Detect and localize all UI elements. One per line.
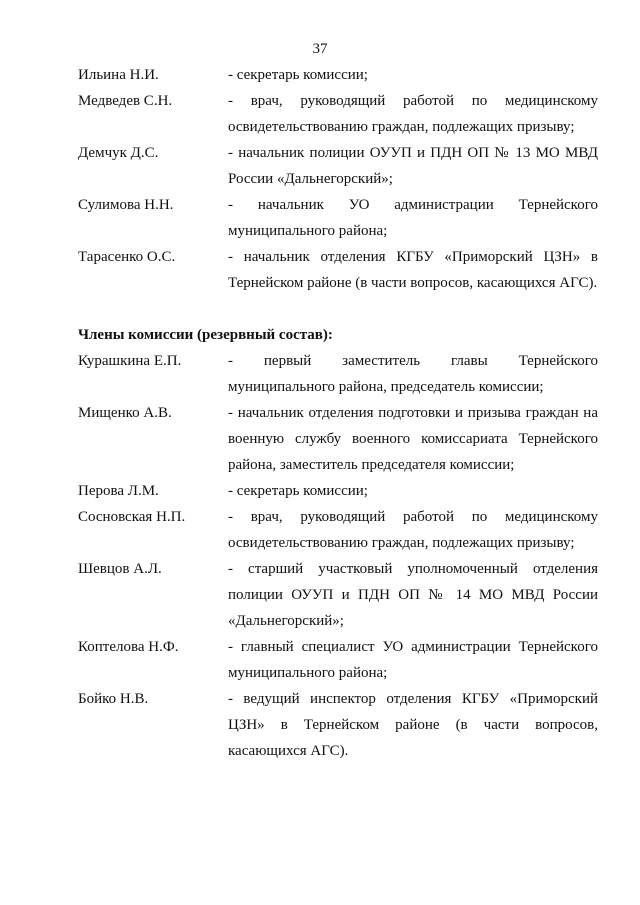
member-name: Сосновская Н.П. xyxy=(78,509,186,525)
member-role: - ведущий инспектор отделения КГБУ «Приморский ЦЗН» в Тернейском районе (в части вопросов, касающихся АГС). xyxy=(228,691,598,759)
member-role: - начальник УО администрации Тернейского муниципального района; xyxy=(228,197,598,239)
member-entry xyxy=(78,192,598,244)
member-role: - врач, руководящий работой по медицинскому освидетельствованию граждан, подлежащих призыву; xyxy=(228,509,598,551)
member-role: - начальник отделения подготовки и призыва граждан на военную службу военного комиссариата Тернейского района, заместитель председателя комиссии; xyxy=(228,405,598,473)
reserve-section-heading: Члены комиссии (резервный состав): xyxy=(78,327,333,343)
member-name: Курашкина Е.П. xyxy=(78,353,182,369)
member-entry xyxy=(78,244,598,296)
member-entry xyxy=(78,478,598,504)
commission-list xyxy=(78,62,598,764)
member-entry xyxy=(78,504,598,556)
member-name: Мищенко А.В. xyxy=(78,405,172,421)
member-role: - врач, руководящий работой по медицинскому освидетельствованию граждан, подлежащих призыву; xyxy=(228,93,598,135)
member-name: Тарасенко О.С. xyxy=(78,249,176,265)
member-role: - секретарь комиссии; xyxy=(228,483,368,499)
member-role: - начальник отделения КГБУ «Приморский ЦЗН» в Тернейском районе (в части вопросов, касающихся АГС). xyxy=(228,249,598,291)
member-name: Перова Л.М. xyxy=(78,483,159,499)
member-role: - старший участковый уполномоченный отделения полиции ОУУП и ПДН ОП № 14 МО МВД России «Дальнегорский»; xyxy=(228,561,598,629)
member-name: Медведев С.Н. xyxy=(78,93,173,109)
member-name: Демчук Д.С. xyxy=(78,145,159,161)
member-entry xyxy=(78,400,598,478)
member-name: Бойко Н.В. xyxy=(78,691,149,707)
page-number: 37 xyxy=(312,41,328,57)
member-name: Ильина Н.И. xyxy=(78,67,159,83)
member-role: - главный специалист УО администрации Тернейского муниципального района; xyxy=(228,639,598,681)
member-name: Сулимова Н.Н. xyxy=(78,197,174,213)
member-entry xyxy=(78,686,598,764)
member-role: - начальник полиции ОУУП и ПДН ОП № 13 МО МВД России «Дальнегорский»; xyxy=(228,145,598,187)
member-entry xyxy=(78,634,598,686)
member-name: Шевцов А.Л. xyxy=(78,561,162,577)
member-entry xyxy=(78,348,598,400)
member-role: - секретарь комиссии; xyxy=(228,67,368,83)
member-name: Коптелова Н.Ф. xyxy=(78,639,179,655)
member-entry xyxy=(78,140,598,192)
member-entry xyxy=(78,556,598,634)
member-entry xyxy=(78,88,598,140)
member-entry xyxy=(78,62,598,88)
member-role: - первый заместитель главы Тернейского муниципального района, председатель комиссии; xyxy=(228,353,598,395)
